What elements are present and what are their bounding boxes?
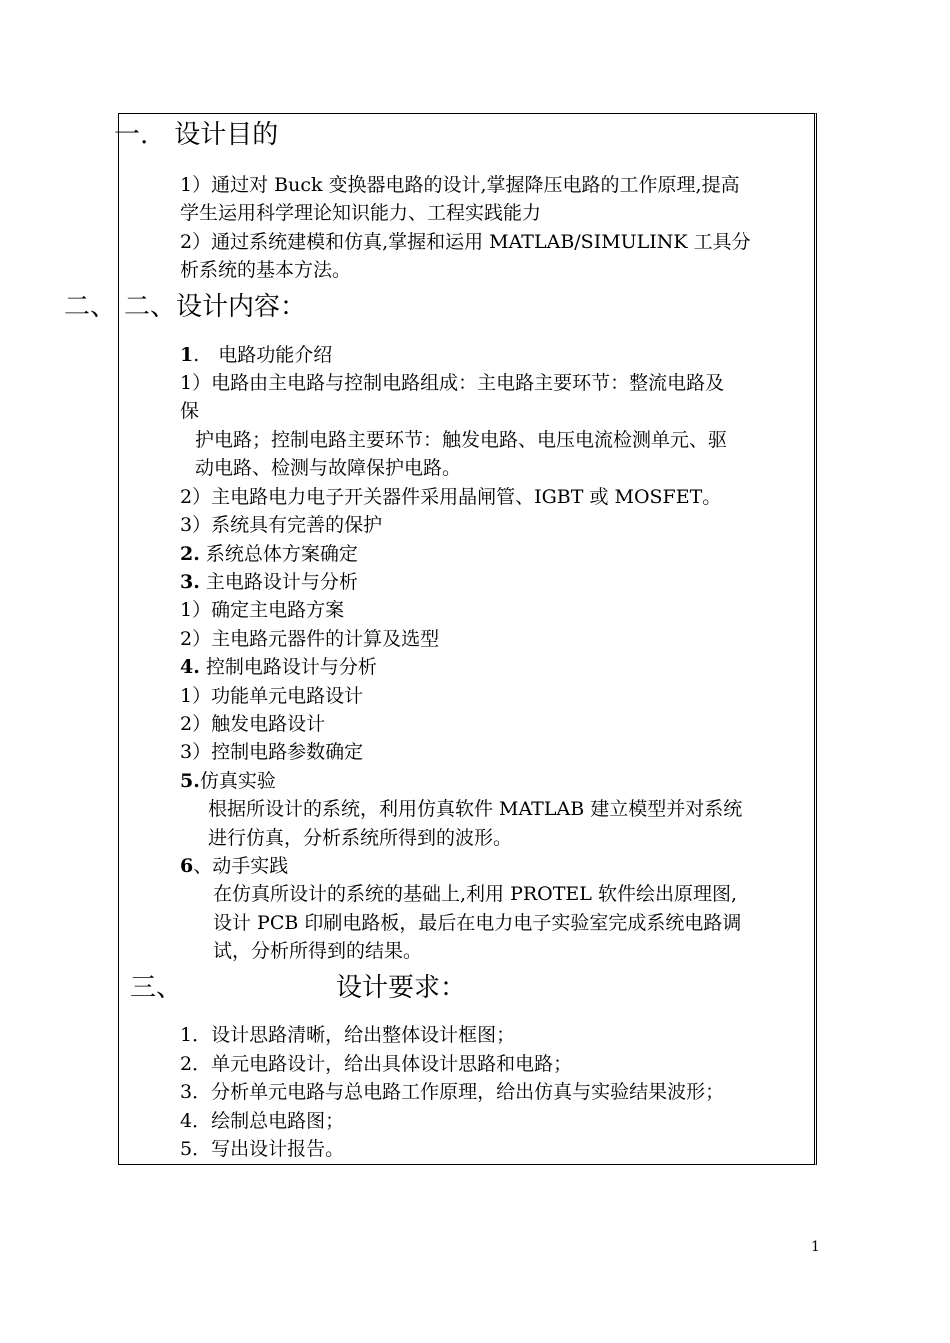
- requirement-2: 2．单元电路设计，给出具体设计思路和电路；: [180, 1053, 573, 1075]
- item3-heading: [180, 573, 358, 592]
- item6-line-2: 设计 PCB 印刷电路板，最后在电力电子实验室完成系统电路调: [213, 912, 742, 934]
- section1-heading: 一. 设计目的: [114, 120, 279, 150]
- item1-line-4: 动电路、检测与故障保护电路。: [195, 457, 462, 479]
- section3-number: 三、: [130, 973, 183, 1003]
- item2-title: 系统总体方案确定: [199, 543, 358, 565]
- section1-line-1: 1）通过对 Buck 变换器电路的设计,掌握降压电路的工作原理,提高: [180, 174, 740, 196]
- item4-line-1: 1）功能单元电路设计: [180, 685, 364, 707]
- item1-line-1: 1）电路由主电路与控制电路组成：主电路主要环节：整流电路及: [180, 372, 725, 394]
- item3-number: 3.: [180, 571, 200, 593]
- item4-number: 4.: [180, 656, 200, 678]
- item3-line-2: 2）主电路元器件的计算及选型: [180, 628, 440, 650]
- section3-heading: 设计要求：: [336, 973, 467, 1003]
- item6-line-3: 试，分析所得到的结果。: [213, 940, 423, 962]
- item4-title: 控制电路设计与分析: [199, 656, 377, 678]
- item5-number: 5.: [180, 770, 200, 792]
- item1-title: . 电路功能介绍: [193, 344, 333, 366]
- item3-line-1: 1）确定主电路方案: [180, 599, 345, 621]
- section1-line-3: 2）通过系统建模和仿真,掌握和运用 MATLAB/SIMULINK 工具分: [180, 231, 751, 253]
- section2-heading: 二、设计内容：: [124, 292, 307, 322]
- item1-heading: [180, 346, 332, 365]
- item2-number: 2.: [180, 543, 200, 565]
- item1-line-2: 保: [180, 400, 200, 422]
- item4-line-3: 3）控制电路参数确定: [180, 741, 364, 763]
- item6-title: 、动手实践: [193, 855, 289, 877]
- item4-line-2: 2）触发电路设计: [180, 713, 326, 735]
- item5-heading: [180, 772, 276, 791]
- item5-title: 仿真实验: [199, 770, 276, 792]
- section2-margin-label: 二、: [64, 292, 117, 322]
- item6-number: 6: [180, 855, 194, 877]
- section1-line-4: 析系统的基本方法。: [180, 259, 352, 281]
- requirement-5: 5．写出设计报告。: [180, 1138, 345, 1160]
- item5-line-2: 进行仿真，分析系统所得到的波形。: [208, 827, 513, 849]
- item2-heading: [180, 545, 358, 564]
- item1-line-6: 3）系统具有完善的保护: [180, 514, 383, 536]
- item1-line-5: 2）主电路电力电子开关器件采用晶闸管、IGBT 或 MOSFET。: [180, 486, 722, 508]
- requirement-3: 3．分析单元电路与总电路工作原理，给出仿真与实验结果波形；: [180, 1081, 725, 1103]
- requirement-1: 1．设计思路清晰，给出整体设计框图；: [180, 1024, 516, 1046]
- item4-heading: [180, 658, 377, 677]
- requirement-4: 4．绘制总电路图；: [180, 1110, 345, 1132]
- item1-line-3: 护电路；控制电路主要环节：触发电路、电压电流检测单元、驱: [195, 429, 728, 451]
- item6-heading: [180, 857, 288, 876]
- section1-line-2: 学生运用科学理论知识能力、工程实践能力: [180, 202, 542, 224]
- item1-number: 1: [180, 344, 194, 366]
- item3-title: 主电路设计与分析: [199, 571, 358, 593]
- page-number: 1: [811, 1239, 820, 1255]
- item5-line-1: 根据所设计的系统，利用仿真软件 MATLAB 建立模型并对系统: [208, 798, 743, 820]
- item6-line-1: 在仿真所设计的系统的基础上,利用 PROTEL 软件绘出原理图,: [213, 883, 737, 905]
